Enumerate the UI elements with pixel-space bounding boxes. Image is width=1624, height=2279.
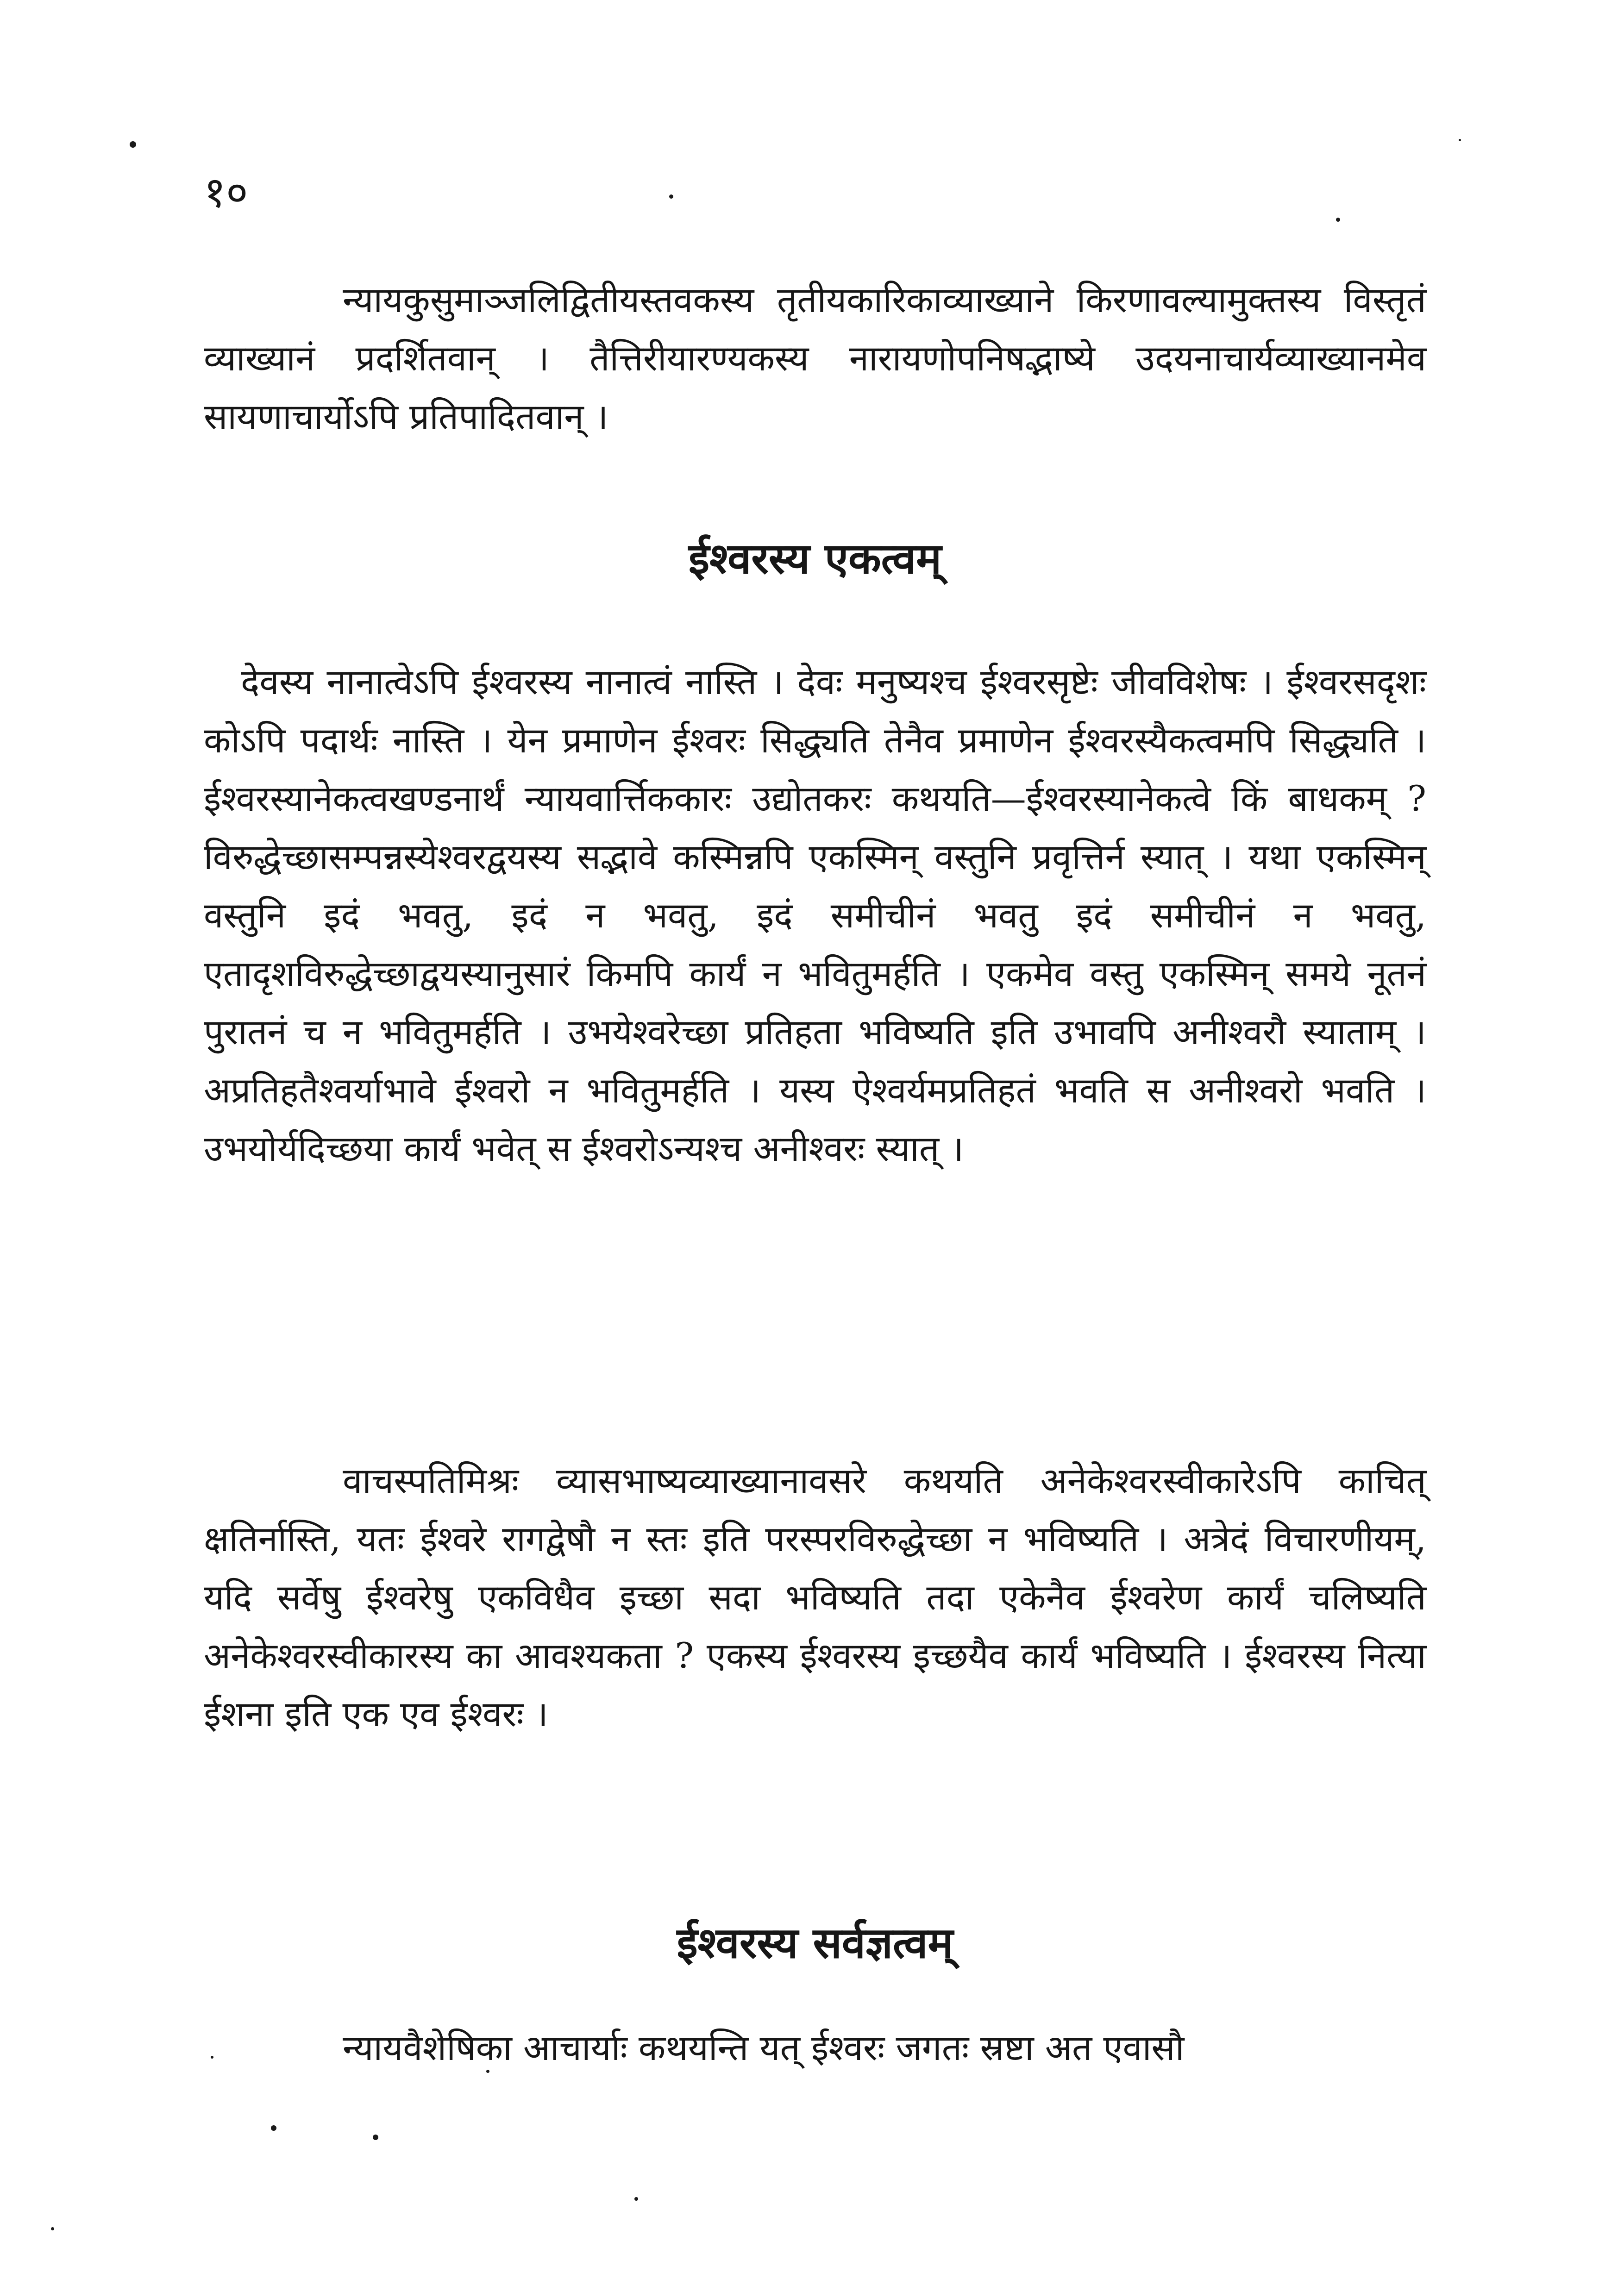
section-heading-sarvajnatvam: ईश्वरस्य सर्वज्ञत्वम् xyxy=(677,1918,953,1968)
paragraph-intro: न्यायकुसुमाञ्जलिद्वितीयस्तवकस्य तृतीयकारिकाव्याख्याने किरणावल्यामुक्तस्य विस्तृतं व्याख्यानं प्रदर्शितवान् । तैत्तिरीयारण्यकस्य नारायणोपनिषद्भाष्ये उदयनाचार्यव्याख्यानमेव सायणाचार्योऽपि प्रतिपादितवान् । xyxy=(204,279,1426,437)
scan-speck xyxy=(211,2056,213,2059)
section-heading-ekatvam: ईश्वरस्य एकत्वम् xyxy=(688,533,942,583)
paragraph-ekatvam: देवस्य नानात्वेऽपि ईश्वरस्य नानात्वं नास्ति । देवः मनुष्यश्च ईश्वरसृष्टेः जीवविशेषः । ईश्वरसदृशः कोऽपि पदार्थः नास्ति । येन प्रमाणेन ईश्वरः सिद्ध्यति तेनैव प्रमाणेन ईश्वरस्यैकत्वमपि सिद्ध्यति । ईश्वरस्यानेकत्वखण्डनार्थं न्यायवार्त्तिककारः उद्योतकरः कथयति—ईश्वरस्यानेकत्वे किं बाधकम् ? विरुद्धेच्छासम्पन्नस्येश्वरद्वयस्य सद्भावे कस्मिन्नपि एकस्मिन् वस्तुनि प्रवृत्तिर्न स्यात् । यथा एकस्मिन् वस्तुनि इदं भवतु, इदं न भवतु, इदं समीचीनं भवतु इदं समीचीनं न भवतु, एतादृशविरुद्धेच्छाद्वयस्यानुसारं किमपि कार्यं न भवितुमर्हति । एकमेव वस्तु एकस्मिन् समये नूतनं पुरातनं च न भवितुमर्हति । उभयेश्वरेच्छा प्रतिहता भविष्यति इति उभावपि अनीश्वरौ स्याताम् । अप्रतिहतैश्वर्याभावे ईश्वरो न भवितुमर्हति । यस्य ऐश्वर्यमप्रतिहतं भवति स अनीश्वरो भवति । उभयोर्यदिच्छया कार्यं भवेत् स ईश्वरोऽन्यश्च अनीश्वरः स्यात् । xyxy=(204,661,1426,1169)
scan-speck xyxy=(130,141,136,148)
scan-speck xyxy=(373,2135,378,2140)
page-number: १० xyxy=(204,168,248,217)
scan-speck xyxy=(1336,218,1340,222)
scan-speck xyxy=(486,2070,489,2073)
scan-speck xyxy=(51,2227,54,2230)
scan-speck xyxy=(271,2125,276,2131)
paragraph-vachaspati: वाचस्पतिमिश्रः व्यासभाष्यव्याख्यानावसरे कथयति अनेकेश्वरस्वीकारेऽपि काचित् क्षतिर्नास्ति, यतः ईश्वरे रागद्वेषौ न स्तः इति परस्परविरुद्धेच्छा न भविष्यति । अत्रेदं विचारणीयम्, यदि सर्वेषु ईश्वरेषु एकविधैव इच्छा सदा भविष्यति तदा एकेनैव ईश्वरेण कार्यं चलिष्यति अनेकेश्वरस्वीकारस्य का आवश्यकता ? एकस्य ईश्वरस्य इच्छयैव कार्यं भविष्यति । ईश्वरस्य नित्या ईशना इति एक एव ईश्वरः । xyxy=(204,1460,1426,1734)
scan-speck xyxy=(634,2197,638,2201)
paragraph-sarvajnatvam: न्यायवैशेषिका आचार्याः कथयन्ति यत् ईश्वरः जगतः स्रष्टा अत एवासौ xyxy=(343,2027,1185,2068)
scan-speck xyxy=(1459,139,1461,141)
scan-speck xyxy=(669,194,673,199)
